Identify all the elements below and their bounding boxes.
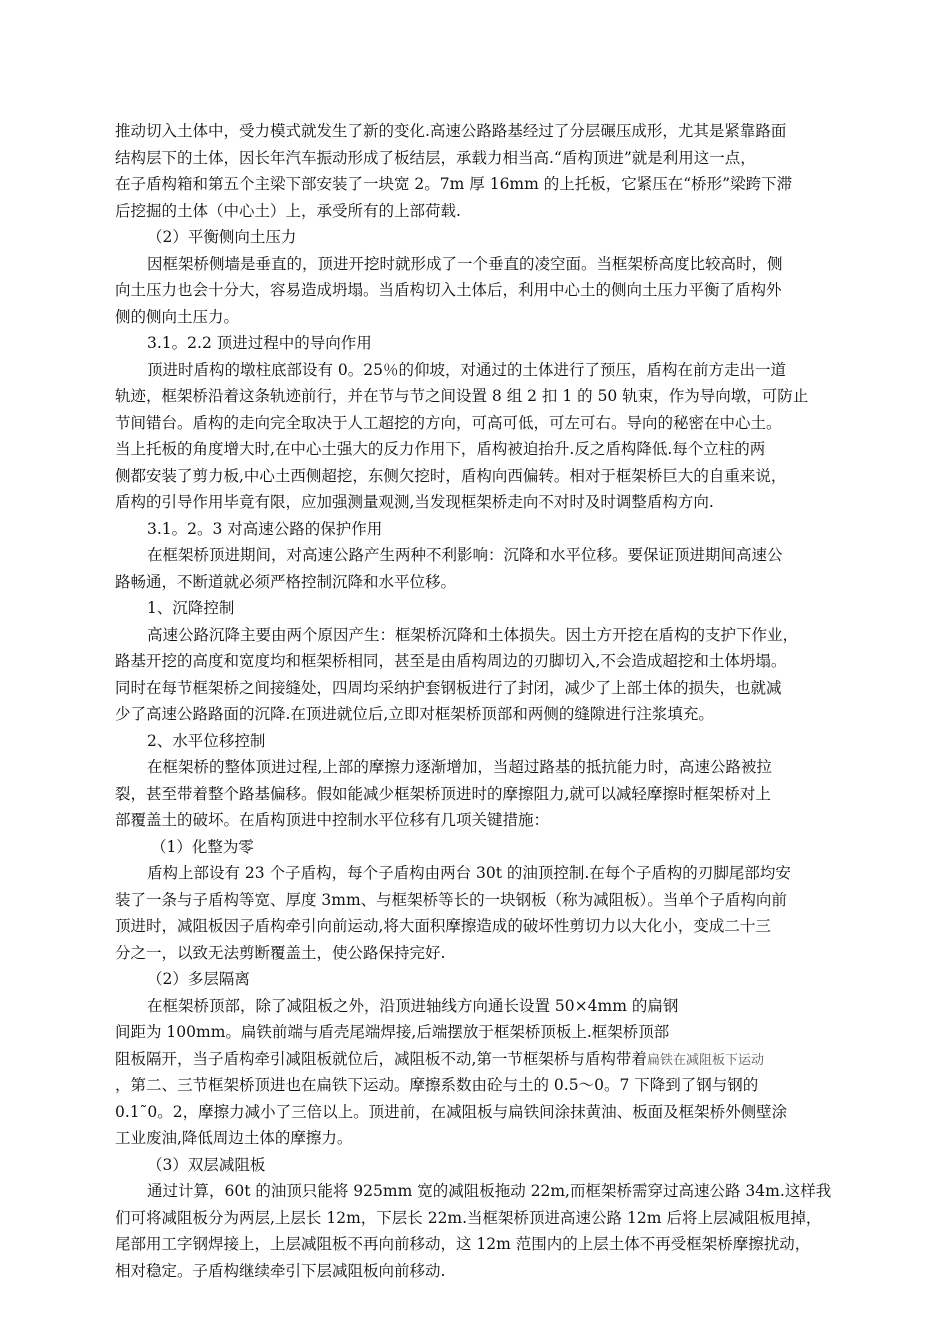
clipped-text: 扁铁在减阻板下运动 bbox=[646, 1052, 764, 1068]
paragraph-line: 工业废油,降低周边土体的摩擦力。 bbox=[115, 1129, 353, 1147]
paragraph-line: 当上托板的角度增大时,在中心土强大的反力作用下，盾构被迫抬升.反之盾构降低.每个立柱的两 bbox=[115, 440, 766, 458]
paragraph-line: 侧的侧向土压力。 bbox=[115, 307, 240, 326]
paragraph-line: 路基开挖的高度和宽度均和框架桥相同，甚至是由盾构周边的刃脚切入,不会造成超挖和土体坍塌。 bbox=[115, 652, 787, 670]
paragraph-line: 路畅通，不断道就必须严格控制沉降和水平位移。 bbox=[115, 572, 457, 591]
paragraph-line: 顶进时盾构的墩柱底部设有 0。25％的仰坡，对通过的土体进行了预压，盾构在前方走出一道 bbox=[147, 360, 787, 379]
paragraph-line: 结构层下的土体，因长年汽车振动形成了板结层，承载力相当高.“盾构顶进”就是利用这一点， bbox=[115, 148, 756, 167]
subheading-balance-lateral-pressure: （2）平衡侧向土压力 bbox=[147, 228, 297, 246]
paragraph-line: 侧都安装了剪力板,中心土西侧超挖，东侧欠挖时，盾构向西偏转。相对于框架桥巨大的自重来说， bbox=[115, 466, 787, 485]
paragraph-line: 尾部用工字钢焊接上，上层减阻板不再向前移动，这 12m 范围内的上层土体不再受框架桥摩擦扰动， bbox=[115, 1235, 811, 1253]
paragraph-line: 向土压力也会十分大，容易造成坍塌。当盾构切入土体后，利用中心土的侧向土压力平衡了盾构外 bbox=[115, 281, 782, 299]
paragraph-line-text: 阻板隔开，当子盾构牵引减阻板就位后，减阻板不动,第一节框架桥与盾构带着 bbox=[115, 1049, 647, 1068]
paragraph-line: 同时在每节框架桥之间接缝处，四周均采纳护套钢板进行了封闭，减少了上部土体的损失，也就减 bbox=[115, 678, 782, 697]
paragraph-line: 顶进时，减阻板因子盾构牵引向前运动,将大面积摩擦造成的破坏性剪切力以大化小，变成二十三 bbox=[115, 917, 771, 935]
paragraph-line: 在框架桥顶进期间，对高速公路产生两种不利影响：沉降和水平位移。要保证顶进期间高速公 bbox=[147, 546, 783, 564]
paragraph-line: 在框架桥顶部，除了减阻板之外，沿顶进轴线方向通长设置 50×4mm 的扁钢 bbox=[147, 996, 679, 1015]
paragraph-line: 节间错台。盾构的走向完全取决于人工超挖的方向，可高可低，可左可右。导向的秘密在中心土。 bbox=[115, 413, 782, 432]
subheading-settlement-control: 1、沉降控制 bbox=[147, 599, 235, 617]
paragraph-line: 装了一条与子盾构等宽、厚度 3mm、与框架桥等长的一块钢板（称为减阻板）。当单个子盾构向前 bbox=[115, 890, 787, 909]
section-heading-protection: 3.1。2。3 对高速公路的保护作用 bbox=[147, 519, 383, 538]
paragraph-line bbox=[115, 1046, 840, 1073]
paragraph-line: 通过计算，60t 的油顶只能将 925mm 宽的减阻板拖动 22m,而框架桥需穿过高速公路 34m.这样我 bbox=[147, 1182, 832, 1200]
subheading-double-layer-plate: （3）双层减阻板 bbox=[147, 1155, 266, 1174]
paragraph-line: 轨迹，框架桥沿着这条轨迹前行，并在节与节之间设置 8 组 2 扣 1 的 50 轨束，作为导向墩，可防止 bbox=[115, 387, 809, 405]
paragraph-line: 0.1˜0。2，摩擦力减小了三倍以上。顶进前，在减阻板与扁铁间涂抹黄油、板面及框架桥外侧壁涂 bbox=[115, 1102, 788, 1121]
paragraph-line: 少了高速公路路面的沉降.在顶进就位后,立即对框架桥顶部和两侧的缝隙进行注浆填充。 bbox=[115, 705, 714, 723]
document-body bbox=[115, 118, 840, 1284]
paragraph-line: ，第二、三节框架桥顶进也在扁铁下运动。摩擦系数由砼与土的 0.5～0。7 下降到了钢与钢的 bbox=[115, 1076, 759, 1094]
subheading-multilayer-isolation: （2）多层隔离 bbox=[147, 970, 250, 988]
paragraph-line: 后挖掘的土体（中心土）上，承受所有的上部荷载. bbox=[115, 201, 461, 220]
paragraph-line: 推动切入土体中，受力模式就发生了新的变化.高速公路路基经过了分层碾压成形，尤其是紧靠路面 bbox=[115, 122, 787, 140]
paragraph-line: 分之一，以致无法剪断覆盖土，使公路保持完好. bbox=[115, 943, 446, 962]
paragraph-line: 因框架桥侧墙是垂直的，顶进开挖时就形成了一个垂直的凌空面。当框架桥高度比较高时，侧 bbox=[147, 254, 783, 273]
paragraph-line: 盾构上部设有 23 个子盾构，每个子盾构由两台 30t 的油顶控制.在每个子盾构的刃脚尾部均安 bbox=[147, 864, 791, 882]
paragraph-line: 们可将减阻板分为两层,上层长 12m，下层长 22m.当框架桥顶进高速公路 12m 后将上层减阻板甩掉， bbox=[115, 1208, 822, 1227]
paragraph-line: 盾构的引导作用毕竟有限，应加强测量观测,当发现框架桥走向不对时及时调整盾构方向. bbox=[115, 493, 714, 511]
paragraph-line: 裂，甚至带着整个路基偏移。假如能减少框架桥顶进时的摩擦阻力,就可以减轻摩擦时框架桥对上 bbox=[115, 784, 771, 803]
paragraph-line: 部覆盖土的破坏。在盾构顶进中控制水平位移有几项关键措施： bbox=[115, 811, 550, 829]
subheading-divide-into-parts: （1）化整为零 bbox=[151, 837, 254, 856]
paragraph-line: 在子盾构箱和第五个主梁下部安装了一块宽 2。7m 厚 16mm 的上托板，它紧压在“桥形”梁跨下滞 bbox=[115, 175, 793, 193]
subheading-horizontal-displacement: 2、水平位移控制 bbox=[147, 731, 266, 750]
paragraph-line: 相对稳定。子盾构继续牵引下层减阻板向前移动. bbox=[115, 1261, 446, 1280]
paragraph-line: 间距为 100mm。扁铁前端与盾壳尾端焊接,后端摆放于框架桥顶板上.框架桥顶部 bbox=[115, 1023, 670, 1041]
section-heading-guiding: 3.1。2.2 顶进过程中的导向作用 bbox=[147, 334, 372, 352]
paragraph-line: 在框架桥的整体顶进过程,上部的摩擦力逐渐增加，当超过路基的抵抗能力时，高速公路被拉 bbox=[147, 758, 772, 776]
paragraph-line: 高速公路沉降主要由两个原因产生：框架桥沉降和土体损失。因土方开挖在盾构的支护下作业， bbox=[147, 625, 799, 644]
